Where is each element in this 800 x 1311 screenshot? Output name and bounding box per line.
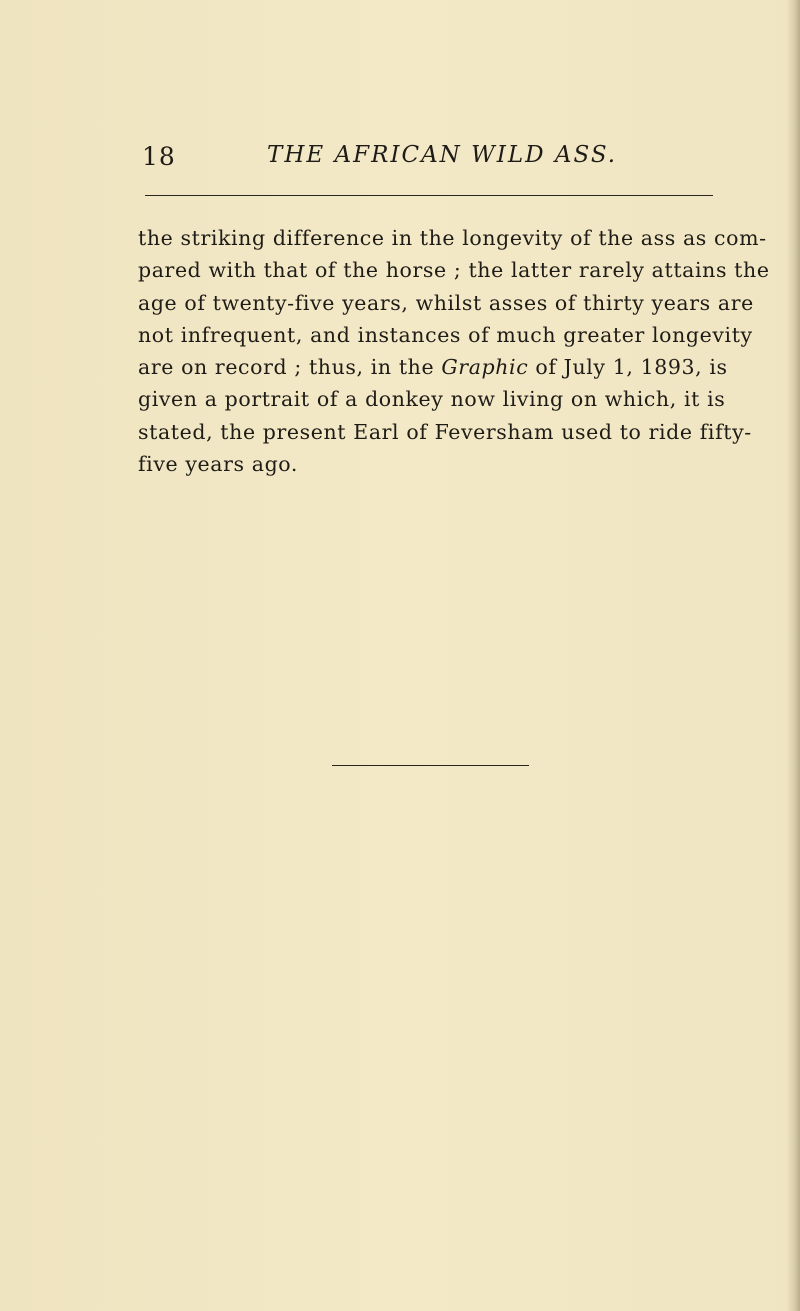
text-line: given a portrait of a donkey now living on which, it is [138,387,726,412]
text-segment: are on record ; thus, in the [138,355,442,380]
publication-title: Graphic [441,355,529,380]
text-line: not infrequent, and instances of much greater longevity [138,322,753,347]
text-segment: of July 1, 1893, is [528,355,728,380]
text-line [138,351,728,383]
text-line: pared with that of the horse ; the latter rarely attains the [138,258,770,283]
text-line: five years ago. [138,452,298,477]
page-header [142,142,722,178]
text-line: stated, the present Earl of Feversham used to ride fifty- [138,419,752,444]
page-number: 18 [142,142,176,171]
end-rule [332,765,529,766]
page-edge-shadow [786,0,800,1311]
running-title: THE AFRICAN WILD ASS. [267,142,618,168]
text-line: the striking difference in the longevity of the ass as com- [138,226,767,250]
header-rule [145,195,713,196]
text-line: age of twenty-five years, whilst asses of thirty years are [138,290,754,315]
body-paragraph [138,222,770,480]
